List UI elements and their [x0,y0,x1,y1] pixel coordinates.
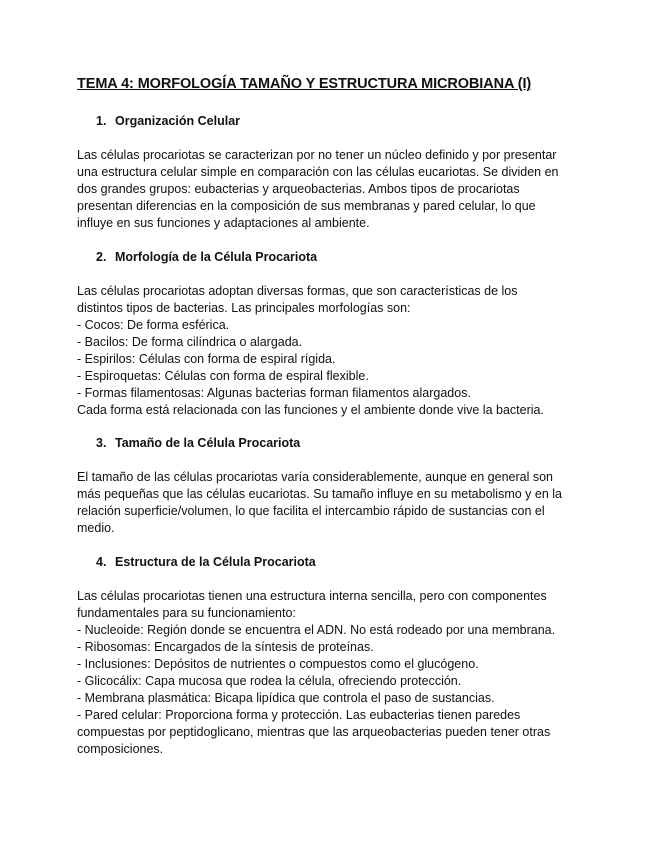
paragraph-line: Cada forma está relacionada con las funciones y el ambiente donde vive la bacteria. [77,403,544,417]
paragraph-line: El tamaño de las células procariotas varía considerablemente, aunque en general son [77,470,553,484]
list-item: - Glicocálix: Capa mucosa que rodea la célula, ofreciendo protección. [77,674,462,688]
section-title: Organización Celular [115,114,241,128]
section-paragraph-morfologia [77,283,582,419]
section-paragraph-estructura [77,588,582,758]
list-item: - Nucleoide: Región donde se encuentra el ADN. No está rodeado por una membrana. [77,623,556,637]
section-title: Morfología de la Célula Procariota [115,250,318,264]
section-heading-morfologia [96,250,317,264]
section-paragraph-organizacion [77,147,582,232]
paragraph-line: medio. [77,521,115,535]
paragraph-line: Las células procariotas se caracterizan por no tener un núcleo definido y por presentar [77,148,557,162]
list-item: - Espirilos: Células con forma de espiral rígida. [77,352,336,366]
document-title: TEMA 4: MORFOLOGÍA TAMAÑO Y ESTRUCTURA MICROBIANA (I) [77,76,532,92]
list-item: - Cocos: De forma esférica. [77,318,230,332]
section-heading-organizacion [96,114,240,128]
section-number: 3. [96,436,107,450]
section-number: 1. [96,114,107,128]
paragraph-line: fundamentales para su funcionamiento: [77,606,296,620]
paragraph-line: más pequeñas que las células eucariotas. Su tamaño influye en su metabolismo y en la [77,487,563,501]
list-item: - Inclusiones: Depósitos de nutrientes o compuestos como el glucógeno. [77,657,479,671]
section-heading-tamano [96,436,300,450]
list-item: - Pared celular: Proporciona forma y protección. Las eubacterias tienen paredes [77,708,521,722]
section-heading-estructura [96,555,316,569]
list-item: - Espiroquetas: Células con forma de espiral flexible. [77,369,369,383]
paragraph-line: una estructura celular simple en comparación con las células eucariotas. Se dividen en [77,165,559,179]
section-number: 4. [96,555,107,569]
section-title: Tamaño de la Célula Procariota [115,436,301,450]
paragraph-line: presentan diferencias en la composición de sus membranas y pared celular, lo que [77,199,536,213]
list-item: - Bacilos: De forma cilíndrica o alargada. [77,335,303,349]
section-paragraph-tamano [77,469,582,537]
paragraph-line: compuestas por peptidoglicano, mientras que las arqueobacterias pueden tener otras [77,725,551,739]
paragraph-line: influye en sus funciones y adaptaciones al ambiente. [77,216,370,230]
paragraph-line: Las células procariotas tienen una estructura interna sencilla, pero con componentes [77,589,547,603]
paragraph-line: dos grandes grupos: eubacterias y arqueobacterias. Ambos tipos de procariotas [77,182,520,196]
paragraph-line: relación superficie/volumen, lo que facilita el intercambio rápido de sustancias con el [77,504,545,518]
list-item: - Ribosomas: Encargados de la síntesis de proteínas. [77,640,374,654]
paragraph-line: composiciones. [77,742,164,756]
list-item: - Formas filamentosas: Algunas bacterias forman filamentos alargados. [77,386,471,400]
paragraph-line: distintos tipos de bacterias. Las principales morfologías son: [77,301,411,315]
section-title: Estructura de la Célula Procariota [115,555,316,569]
paragraph-line: Las células procariotas adoptan diversas formas, que son características de los [77,284,518,298]
list-item: - Membrana plasmática: Bicapa lipídica que controla el paso de sustancias. [77,691,495,705]
section-number: 2. [96,250,107,264]
